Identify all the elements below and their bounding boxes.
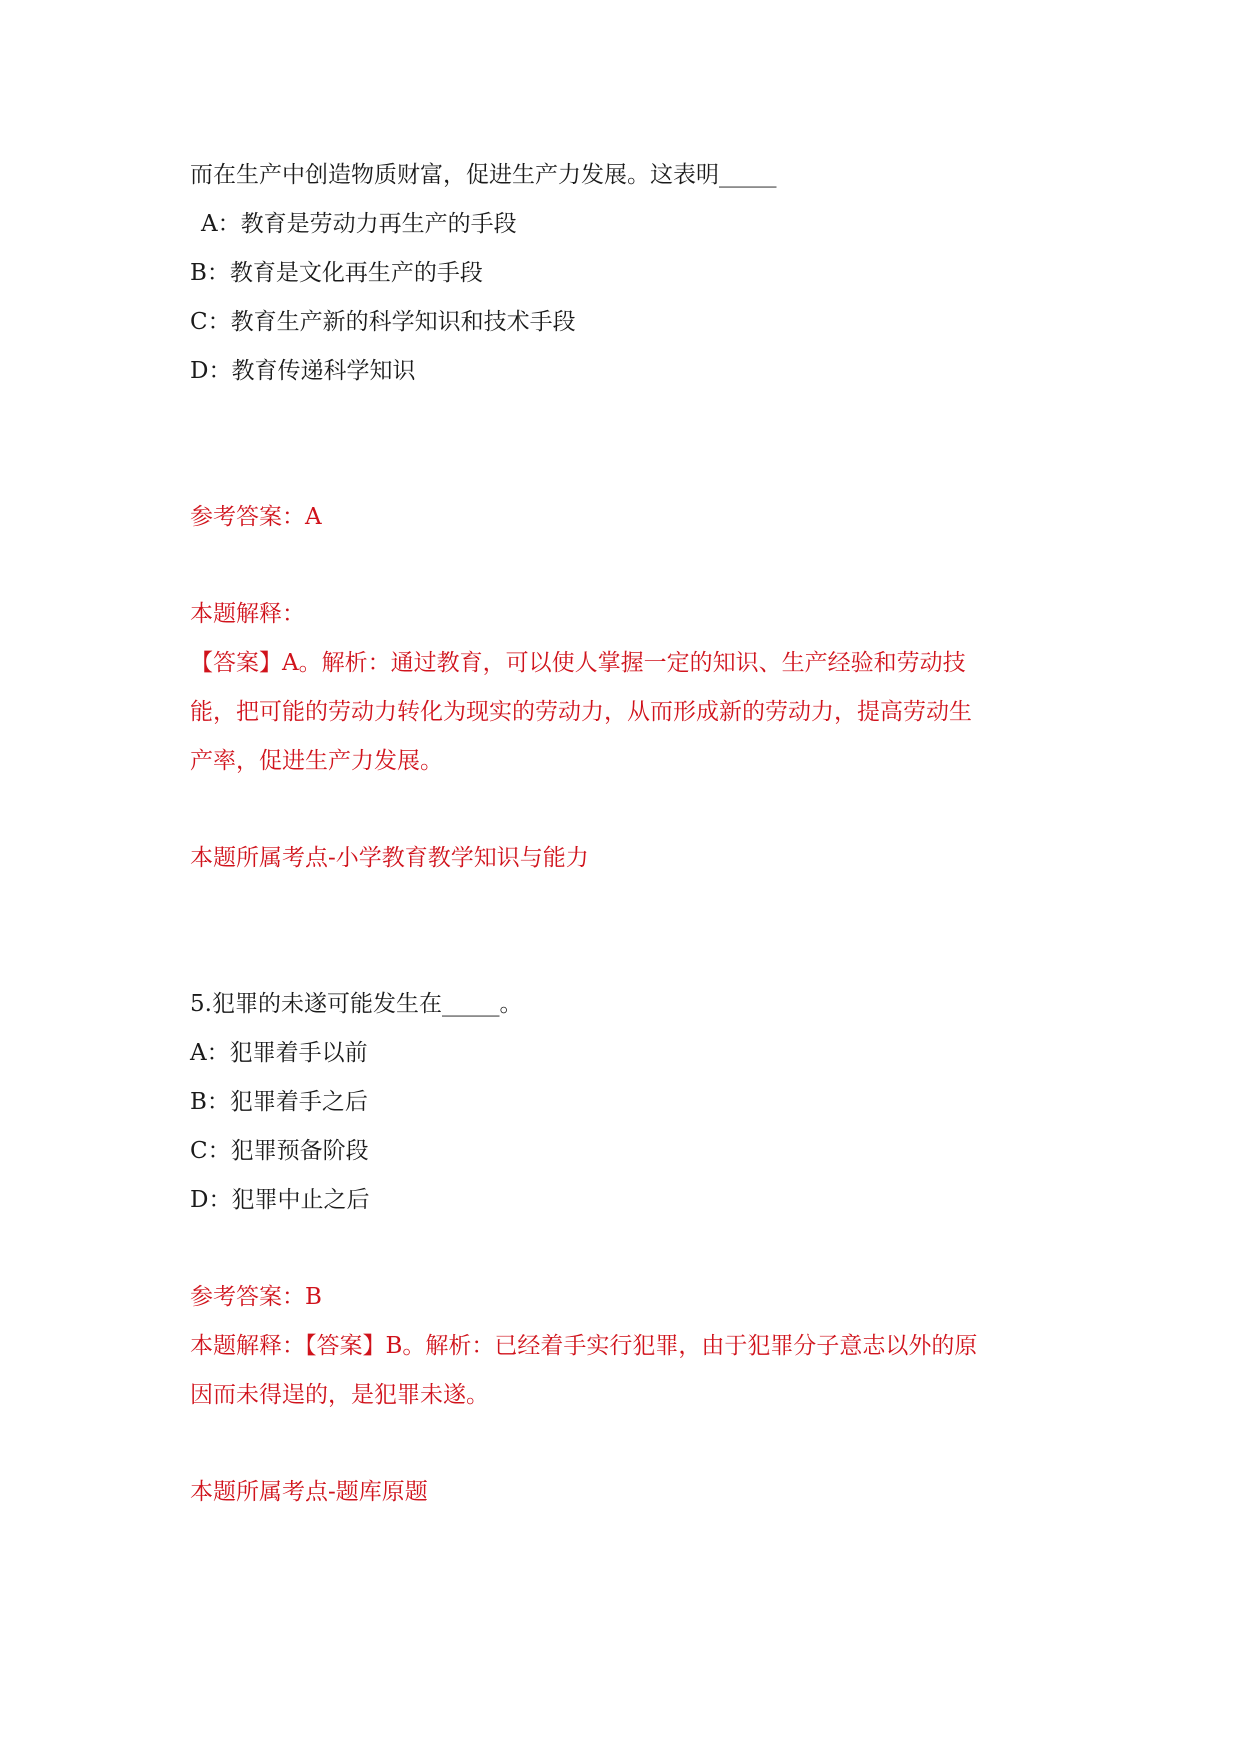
question-4-option-b: B：教育是文化再生产的手段 xyxy=(190,260,483,286)
question-4-answer: 参考答案：A xyxy=(190,504,322,530)
question-4-topic: 本题所属考点-小学教育教学知识与能力 xyxy=(190,845,589,871)
question-4-explanation-title: 本题解释： xyxy=(190,601,305,627)
question-5-answer: 参考答案：B xyxy=(190,1284,322,1310)
question-4-explanation-line: 产率，促进生产力发展。 xyxy=(190,748,443,774)
question-5-option-a: A：犯罪着手以前 xyxy=(190,1040,368,1066)
question-5-option-b: B：犯罪着手之后 xyxy=(190,1089,368,1115)
question-5-option-c: C：犯罪预备阶段 xyxy=(190,1138,369,1164)
question-4-explanation-line: 【答案】A。解析：通过教育，可以使人掌握一定的知识、生产经验和劳动技 xyxy=(190,650,966,676)
question-4-option-a: A：教育是劳动力再生产的手段 xyxy=(201,211,517,237)
question-5-option-d: D：犯罪中止之后 xyxy=(190,1187,370,1213)
question-5-stem: 5.犯罪的未遂可能发生在_____。 xyxy=(190,991,523,1017)
question-5-explanation-line: 本题解释：【答案】B。解析：已经着手实行犯罪，由于犯罪分子意志以外的原 xyxy=(190,1333,978,1359)
question-5-topic: 本题所属考点-题库原题 xyxy=(190,1479,428,1505)
question-4-stem: 而在生产中创造物质财富，促进生产力发展。这表明_____ xyxy=(190,162,777,188)
question-5-explanation-line: 因而未得逞的，是犯罪未遂。 xyxy=(190,1382,489,1408)
question-4-option-c: C：教育生产新的科学知识和技术手段 xyxy=(190,309,576,335)
question-4-explanation-line: 能，把可能的劳动力转化为现实的劳动力，从而形成新的劳动力，提高劳动生 xyxy=(190,699,972,725)
question-4-option-d: D：教育传递科学知识 xyxy=(190,358,416,384)
